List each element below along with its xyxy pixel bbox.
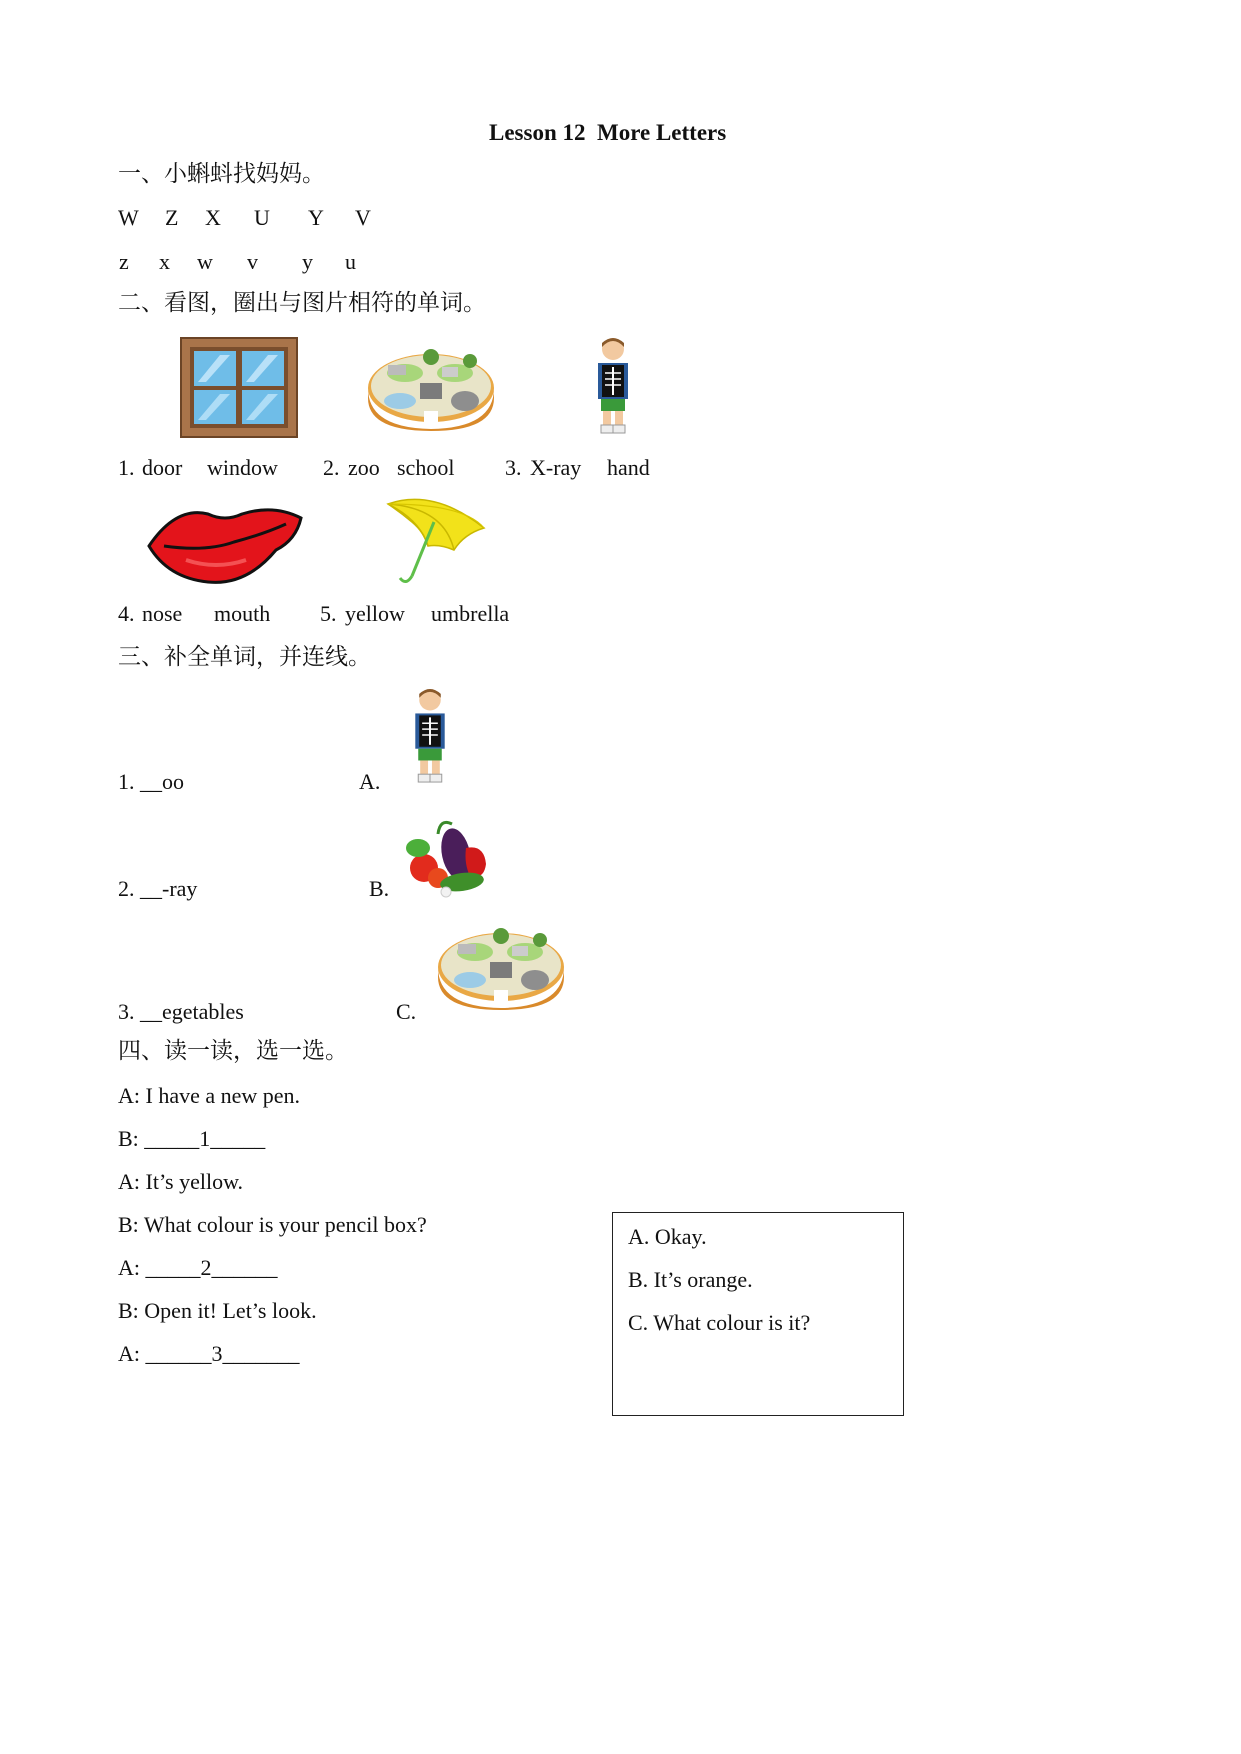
uppercase-letter: V: [355, 205, 371, 230]
uppercase-letter: X: [205, 205, 221, 230]
section3-heading: 三、补全单词，并连线。: [118, 644, 371, 670]
zoo-icon: [430, 922, 572, 1010]
vegetables-icon: [400, 814, 492, 898]
word-option[interactable]: door: [142, 455, 183, 480]
word-option[interactable]: umbrella: [431, 601, 510, 626]
page-title: Lesson 12 More Letters: [489, 120, 727, 145]
dialogue-line[interactable]: A: _____2______: [118, 1255, 278, 1280]
item-number: 1.: [118, 455, 135, 480]
uppercase-letter: Y: [308, 205, 324, 230]
xray-icon: [406, 686, 454, 784]
option-item[interactable]: C. What colour is it?: [628, 1310, 811, 1335]
dialogue-line: B: Open it! Let’s look.: [118, 1298, 317, 1323]
section1-heading: 一、小蝌蚪找妈妈。: [118, 161, 325, 187]
window-icon: [180, 337, 298, 438]
word-blank[interactable]: 2. __-ray: [118, 876, 198, 901]
word-option[interactable]: mouth: [214, 601, 271, 626]
dialogue-line[interactable]: A: ______3_______: [118, 1341, 300, 1366]
lips-icon: [146, 502, 304, 586]
lowercase-letter: v: [247, 249, 258, 274]
xray-icon: [589, 335, 637, 435]
umbrella-icon: [384, 494, 488, 588]
uppercase-letter: U: [254, 205, 270, 230]
option-item[interactable]: B. It’s orange.: [628, 1267, 753, 1292]
dialogue-line: B: What colour is your pencil box?: [118, 1212, 427, 1237]
word-option[interactable]: hand: [607, 455, 650, 480]
match-label: C.: [396, 999, 417, 1024]
lowercase-letter: w: [197, 249, 213, 274]
item-number: 3.: [505, 455, 522, 480]
lowercase-letter: z: [119, 249, 129, 274]
item-number: 5.: [320, 601, 337, 626]
section2-heading: 二、看图，圈出与图片相符的单词。: [118, 290, 486, 316]
word-blank[interactable]: 1. __oo: [118, 769, 184, 794]
word-option[interactable]: X-ray: [530, 455, 582, 480]
dialogue-line: A: I have a new pen.: [118, 1083, 301, 1108]
lowercase-letter: x: [159, 249, 170, 274]
zoo-icon: [360, 343, 502, 431]
dialogue-line: A: It’s yellow.: [118, 1169, 244, 1194]
dialogue-line[interactable]: B: _____1_____: [118, 1126, 266, 1151]
uppercase-letter: Z: [165, 205, 179, 230]
word-option[interactable]: window: [207, 455, 278, 480]
item-number: 4.: [118, 601, 135, 626]
section4-heading: 四、读一读，选一选。: [118, 1038, 348, 1064]
word-blank[interactable]: 3. __egetables: [118, 999, 244, 1024]
word-option[interactable]: yellow: [345, 601, 405, 626]
match-label: B.: [369, 876, 390, 901]
item-number: 2.: [323, 455, 340, 480]
match-label: A.: [359, 769, 381, 794]
uppercase-letter: W: [118, 205, 139, 230]
word-option[interactable]: nose: [142, 601, 183, 626]
word-option[interactable]: zoo: [348, 455, 380, 480]
lowercase-letter: u: [345, 249, 356, 274]
option-item[interactable]: A. Okay.: [628, 1224, 707, 1249]
lowercase-letter: y: [302, 249, 313, 274]
word-option[interactable]: school: [397, 455, 455, 480]
